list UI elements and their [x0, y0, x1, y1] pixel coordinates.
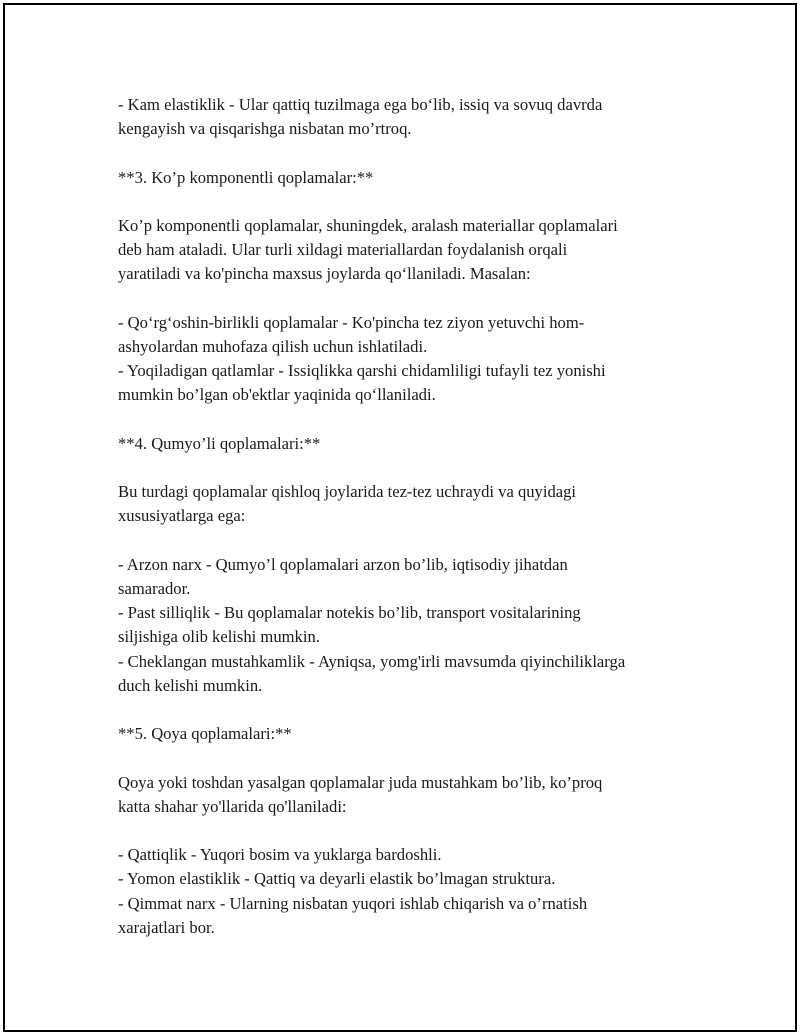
- list-item-line: siljishiga olib kelishi mumkin.: [118, 627, 320, 647]
- text-line: Qoya yoki toshdan yasalgan qoplamalar juda mustahkam bo’lib, ko’proq: [118, 772, 603, 792]
- list-item-line: duch kelishi mumkin.: [118, 675, 263, 695]
- text-line: kengayish va qisqarishga nisbatan mo’rtroq.: [118, 119, 412, 139]
- list-item-line: - Yoqiladigan qatlamlar - Issiqlikka qarshi chidamliligi tufayli tez yonishi: [118, 361, 606, 381]
- text-line: xususiyatlarga ega:: [118, 506, 246, 526]
- list-item-line: ashyolardan muhofaza qilish uchun ishlatiladi.: [118, 336, 428, 356]
- document-body: [118, 93, 718, 964]
- text-line: deb ham ataladi. Ular turli xildagi materiallardan foydalanish orqali: [118, 240, 568, 260]
- text-line: Bu turdagi qoplamalar qishloq joylarida tez-tez uchraydi va quyidagi: [118, 482, 577, 502]
- paragraph-stone-intro: [118, 771, 718, 819]
- text-line: katta shahar yo'llarida qo'llaniladi:: [118, 796, 347, 816]
- list-multicomponent-examples: [118, 311, 718, 408]
- text-line: - Kam elastiklik - Ular qattiq tuzilmaga ega bo‘lib, issiq va sovuq davrda: [118, 95, 603, 114]
- list-item-line: xarajatlari bor.: [118, 917, 215, 937]
- list-item-line: - Yomon elastiklik - Qattiq va deyarli elastik bo’lmagan struktura.: [118, 869, 556, 889]
- paragraph-gravel-intro: [118, 480, 718, 528]
- list-item-line: - Cheklangan mustahkamlik - Ayniqsa, yomg'irli mavsumda qiyinchiliklarga: [118, 651, 626, 671]
- heading-section-3: [118, 166, 718, 190]
- text-line: Ko’p komponentli qoplamalar, shuningdek, aralash materiallar qoplamalari: [118, 215, 618, 235]
- list-stone-properties: [118, 843, 718, 940]
- list-item-line: - Past silliqlik - Bu qoplamalar notekis bo’lib, transport vositalarining: [118, 603, 581, 623]
- section-heading: **5. Qoya qoplamalari:**: [118, 724, 292, 744]
- list-item-line: - Qimmat narx - Ularning nisbatan yuqori ishlab chiqarish va o’rnatish: [118, 893, 588, 913]
- section-heading: **3. Ko’p komponentli qoplamalar:**: [118, 167, 374, 187]
- list-item-line: - Qo‘rg‘oshin-birlikli qoplamalar - Ko'pincha tez ziyon yetuvchi hom-: [118, 312, 585, 332]
- paragraph-multicomponent-intro: [118, 214, 718, 287]
- heading-section-4: [118, 432, 718, 456]
- text-line: yaratiladi va ko'pincha maxsus joylarda qo‘llaniladi. Masalan:: [118, 264, 531, 284]
- heading-section-5: [118, 722, 718, 746]
- section-heading: **4. Qumyo’li qoplamalari:**: [118, 433, 321, 453]
- list-item-line: - Arzon narx - Qumyo’l qoplamalari arzon bo’lib, iqtisodiy jihatdan: [118, 554, 568, 574]
- list-item-line: mumkin bo’lgan ob'ektlar yaqinida qo‘llaniladi.: [118, 385, 436, 405]
- list-gravel-properties: [118, 553, 718, 698]
- list-item-line: - Qattiqlik - Yuqori bosim va yuklarga bardoshli.: [118, 845, 442, 865]
- list-item-line: samarador.: [118, 578, 191, 598]
- paragraph-low-elasticity: [118, 93, 718, 141]
